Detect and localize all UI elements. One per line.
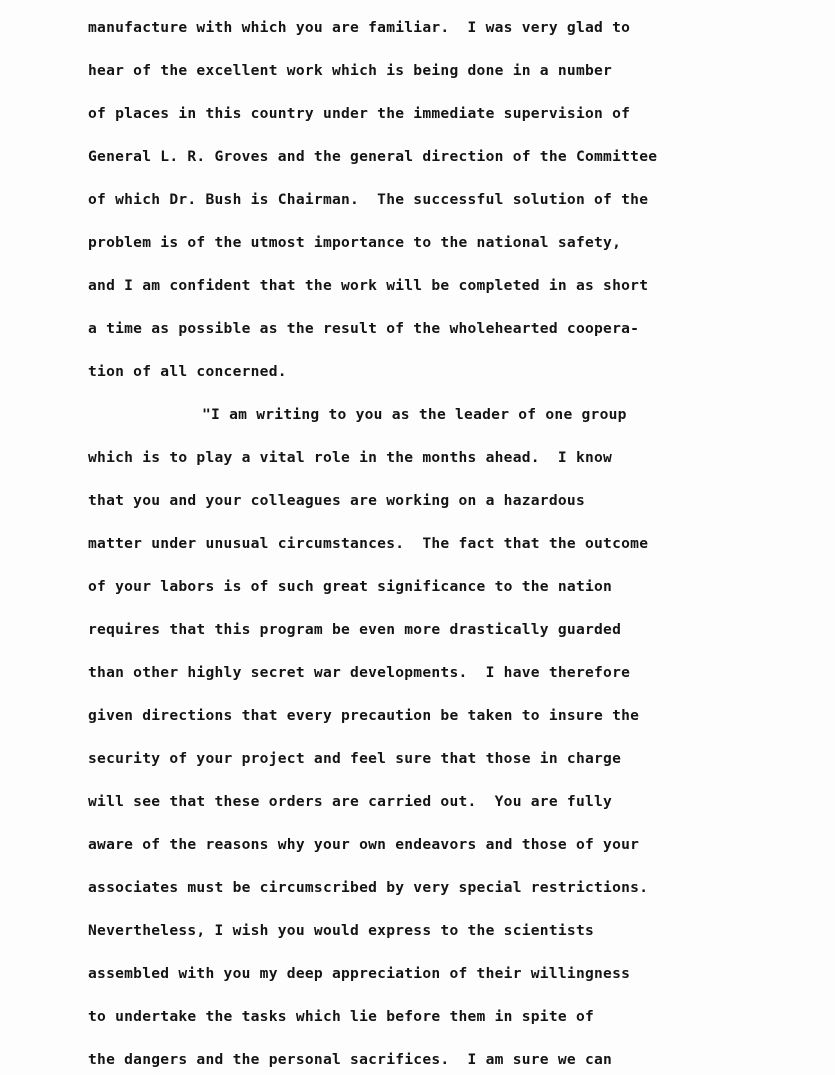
letter-line-4: General L. R. Groves and the general direction of the Committee <box>88 148 658 165</box>
letter-line-8: a time as possible as the result of the wholehearted coopera- <box>88 320 640 337</box>
letter-line-3: of places in this country under the immediate supervision of <box>88 105 631 122</box>
letter-line-25: the dangers and the personal sacrifices. I am sure we can <box>88 1051 613 1068</box>
letter-line-11: which is to play a vital role in the months ahead. I know <box>88 449 613 466</box>
letter-line-1: manufacture with which you are familiar. I was very glad to <box>88 19 631 36</box>
letter-line-14: of your labors is of such great significance to the nation <box>88 578 613 595</box>
letter-line-20: aware of the reasons why your own endeavors and those of your <box>88 836 640 853</box>
letter-line-5: of which Dr. Bush is Chairman. The successful solution of the <box>88 191 649 208</box>
letter-line-23: assembled with you my deep appreciation of their willingness <box>88 965 631 982</box>
letter-line-24: to undertake the tasks which lie before them in spite of <box>88 1008 595 1025</box>
letter-line-19: will see that these orders are carried out. You are fully <box>88 793 613 810</box>
letter-line-9: tion of all concerned. <box>88 363 287 380</box>
letter-line-17: given directions that every precaution be taken to insure the <box>88 707 640 724</box>
letter-line-7: and I am confident that the work will be completed in as short <box>88 277 649 294</box>
letter-line-10: "I am writing to you as the leader of one group <box>202 406 627 423</box>
letter-line-22: Nevertheless, I wish you would express to the scientists <box>88 922 595 939</box>
letter-line-12: that you and your colleagues are working on a hazardous <box>88 492 585 509</box>
letter-line-21: associates must be circumscribed by very special restrictions. <box>88 879 649 896</box>
letter-line-13: matter under unusual circumstances. The fact that the outcome <box>88 535 649 552</box>
letter-line-6: problem is of the utmost importance to the national safety, <box>88 234 622 251</box>
letter-line-16: than other highly secret war developments. I have therefore <box>88 664 631 681</box>
letter-line-15: requires that this program be even more drastically guarded <box>88 621 622 638</box>
letter-line-18: security of your project and feel sure that those in charge <box>88 750 622 767</box>
letter-line-2: hear of the excellent work which is being done in a number <box>88 62 613 79</box>
